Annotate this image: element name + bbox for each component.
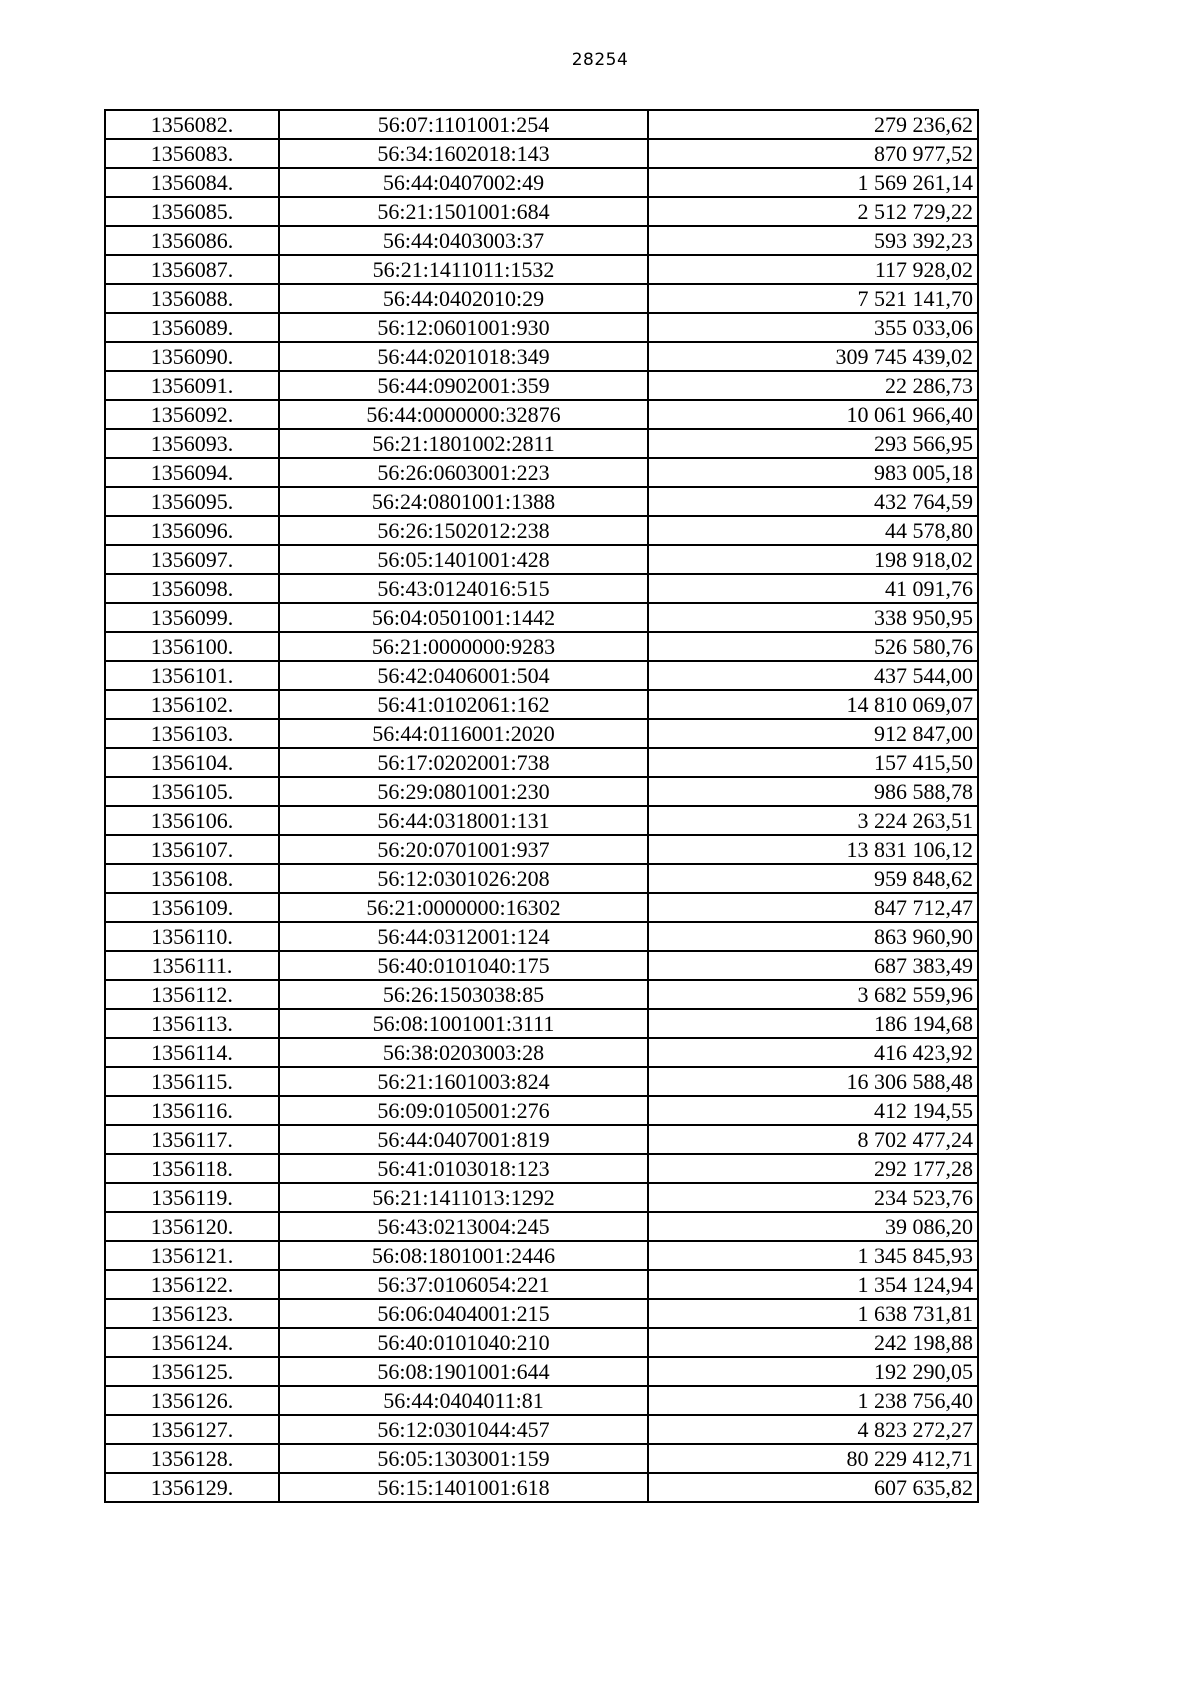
- table-row: [105, 342, 978, 371]
- row-number-cell: 1356112.: [105, 980, 279, 1009]
- cadastral-number-cell: 56:44:0404011:81: [279, 1386, 648, 1415]
- cadastral-number-cell: 56:17:0202001:738: [279, 748, 648, 777]
- cadastral-number-cell: 56:44:0318001:131: [279, 806, 648, 835]
- row-number-cell: 1356083.: [105, 139, 279, 168]
- cadastral-value-cell: 1 354 124,94: [648, 1270, 978, 1299]
- cadastral-number-cell: 56:07:1101001:254: [279, 110, 648, 139]
- cadastral-number-cell: 56:43:0124016:515: [279, 574, 648, 603]
- cadastral-value-cell: 3 682 559,96: [648, 980, 978, 1009]
- row-number-cell: 1356109.: [105, 893, 279, 922]
- cadastral-number-cell: 56:26:1502012:238: [279, 516, 648, 545]
- row-number-cell: 1356116.: [105, 1096, 279, 1125]
- cadastral-value-cell: 986 588,78: [648, 777, 978, 806]
- cadastral-number-cell: 56:42:0406001:504: [279, 661, 648, 690]
- row-number-cell: 1356095.: [105, 487, 279, 516]
- table-row: [105, 1241, 978, 1270]
- cadastral-number-cell: 56:04:0501001:1442: [279, 603, 648, 632]
- cadastral-value-cell: 912 847,00: [648, 719, 978, 748]
- table-row: [105, 226, 978, 255]
- row-number-cell: 1356091.: [105, 371, 279, 400]
- cadastral-number-cell: 56:37:0106054:221: [279, 1270, 648, 1299]
- cadastral-number-cell: 56:44:0403003:37: [279, 226, 648, 255]
- table-row: [105, 1270, 978, 1299]
- cadastral-value-cell: 437 544,00: [648, 661, 978, 690]
- table-row: [105, 1444, 978, 1473]
- cadastral-value-cell: 355 033,06: [648, 313, 978, 342]
- row-number-cell: 1356125.: [105, 1357, 279, 1386]
- cadastral-value-cell: 526 580,76: [648, 632, 978, 661]
- cadastral-number-cell: 56:21:1411013:1292: [279, 1183, 648, 1212]
- table-row: [105, 835, 978, 864]
- cadastral-number-cell: 56:34:1602018:143: [279, 139, 648, 168]
- row-number-cell: 1356086.: [105, 226, 279, 255]
- row-number-cell: 1356129.: [105, 1473, 279, 1502]
- row-number-cell: 1356094.: [105, 458, 279, 487]
- row-number-cell: 1356128.: [105, 1444, 279, 1473]
- table-row: [105, 922, 978, 951]
- table-row: [105, 110, 978, 139]
- row-number-cell: 1356090.: [105, 342, 279, 371]
- table-row: [105, 661, 978, 690]
- table-row: [105, 429, 978, 458]
- cadastral-value-cell: 983 005,18: [648, 458, 978, 487]
- cadastral-number-cell: 56:08:1801001:2446: [279, 1241, 648, 1270]
- cadastral-number-cell: 56:20:0701001:937: [279, 835, 648, 864]
- row-number-cell: 1356100.: [105, 632, 279, 661]
- row-number-cell: 1356123.: [105, 1299, 279, 1328]
- row-number-cell: 1356097.: [105, 545, 279, 574]
- cadastral-number-cell: 56:44:0201018:349: [279, 342, 648, 371]
- cadastral-value-cell: 687 383,49: [648, 951, 978, 980]
- table-row: [105, 632, 978, 661]
- table-row: [105, 168, 978, 197]
- cadastral-number-cell: 56:24:0801001:1388: [279, 487, 648, 516]
- cadastral-number-cell: 56:12:0301044:457: [279, 1415, 648, 1444]
- cadastral-number-cell: 56:21:1501001:684: [279, 197, 648, 226]
- table-row: [105, 1212, 978, 1241]
- row-number-cell: 1356098.: [105, 574, 279, 603]
- row-number-cell: 1356107.: [105, 835, 279, 864]
- row-number-cell: 1356084.: [105, 168, 279, 197]
- cadastral-value-cell: 4 823 272,27: [648, 1415, 978, 1444]
- table-row: [105, 197, 978, 226]
- table-row: [105, 603, 978, 632]
- cadastral-number-cell: 56:44:0402010:29: [279, 284, 648, 313]
- cadastral-value-cell: 870 977,52: [648, 139, 978, 168]
- cadastral-value-cell: 416 423,92: [648, 1038, 978, 1067]
- table-row: [105, 1299, 978, 1328]
- cadastral-value-cell: 157 415,50: [648, 748, 978, 777]
- cadastral-number-cell: 56:41:0102061:162: [279, 690, 648, 719]
- cadastral-number-cell: 56:44:0407002:49: [279, 168, 648, 197]
- cadastral-value-cell: 847 712,47: [648, 893, 978, 922]
- cadastral-number-cell: 56:29:0801001:230: [279, 777, 648, 806]
- cadastral-value-cell: 1 569 261,14: [648, 168, 978, 197]
- cadastral-number-cell: 56:41:0103018:123: [279, 1154, 648, 1183]
- row-number-cell: 1356115.: [105, 1067, 279, 1096]
- cadastral-number-cell: 56:12:0301026:208: [279, 864, 648, 893]
- cadastral-value-cell: 309 745 439,02: [648, 342, 978, 371]
- cadastral-value-cell: 292 177,28: [648, 1154, 978, 1183]
- cadastral-number-cell: 56:26:0603001:223: [279, 458, 648, 487]
- cadastral-number-cell: 56:44:0312001:124: [279, 922, 648, 951]
- table-row: [105, 690, 978, 719]
- row-number-cell: 1356124.: [105, 1328, 279, 1357]
- cadastral-number-cell: 56:09:0105001:276: [279, 1096, 648, 1125]
- cadastral-value-cell: 14 810 069,07: [648, 690, 978, 719]
- cadastral-value-cell: 13 831 106,12: [648, 835, 978, 864]
- table-row: [105, 777, 978, 806]
- row-number-cell: 1356119.: [105, 1183, 279, 1212]
- table-row: [105, 313, 978, 342]
- row-number-cell: 1356111.: [105, 951, 279, 980]
- row-number-cell: 1356120.: [105, 1212, 279, 1241]
- table-row: [105, 719, 978, 748]
- table-row: [105, 1183, 978, 1212]
- cadastral-value-cell: 1 345 845,93: [648, 1241, 978, 1270]
- row-number-cell: 1356126.: [105, 1386, 279, 1415]
- row-number-cell: 1356114.: [105, 1038, 279, 1067]
- row-number-cell: 1356082.: [105, 110, 279, 139]
- cadastral-value-cell: 1 638 731,81: [648, 1299, 978, 1328]
- cadastral-value-cell: 593 392,23: [648, 226, 978, 255]
- table-row: [105, 1473, 978, 1502]
- cadastral-value-cell: 39 086,20: [648, 1212, 978, 1241]
- cadastral-value-cell: 3 224 263,51: [648, 806, 978, 835]
- row-number-cell: 1356102.: [105, 690, 279, 719]
- cadastral-value-cell: 16 306 588,48: [648, 1067, 978, 1096]
- row-number-cell: 1356105.: [105, 777, 279, 806]
- cadastral-value-cell: 22 286,73: [648, 371, 978, 400]
- row-number-cell: 1356085.: [105, 197, 279, 226]
- cadastral-value-cell: 80 229 412,71: [648, 1444, 978, 1473]
- cadastral-value-cell: 293 566,95: [648, 429, 978, 458]
- cadastral-number-cell: 56:21:1601003:824: [279, 1067, 648, 1096]
- cadastral-number-cell: 56:15:1401001:618: [279, 1473, 648, 1502]
- row-number-cell: 1356103.: [105, 719, 279, 748]
- cadastral-value-cell: 44 578,80: [648, 516, 978, 545]
- table-row: [105, 893, 978, 922]
- cadastral-number-cell: 56:05:1303001:159: [279, 1444, 648, 1473]
- cadastral-number-cell: 56:08:1001001:3111: [279, 1009, 648, 1038]
- cadastral-value-cell: 959 848,62: [648, 864, 978, 893]
- row-number-cell: 1356101.: [105, 661, 279, 690]
- row-number-cell: 1356087.: [105, 255, 279, 284]
- page-number: 28254: [571, 50, 629, 70]
- cadastral-number-cell: 56:06:0404001:215: [279, 1299, 648, 1328]
- cadastral-number-cell: 56:05:1401001:428: [279, 545, 648, 574]
- row-number-cell: 1356088.: [105, 284, 279, 313]
- cadastral-value-cell: 198 918,02: [648, 545, 978, 574]
- row-number-cell: 1356104.: [105, 748, 279, 777]
- cadastral-value-cell: 41 091,76: [648, 574, 978, 603]
- row-number-cell: 1356106.: [105, 806, 279, 835]
- table-row: [105, 516, 978, 545]
- table-row: [105, 980, 978, 1009]
- cadastral-value-cell: 432 764,59: [648, 487, 978, 516]
- row-number-cell: 1356089.: [105, 313, 279, 342]
- row-number-cell: 1356122.: [105, 1270, 279, 1299]
- cadastral-value-cell: 8 702 477,24: [648, 1125, 978, 1154]
- row-number-cell: 1356093.: [105, 429, 279, 458]
- table-row: [105, 1096, 978, 1125]
- row-number-cell: 1356113.: [105, 1009, 279, 1038]
- cadastral-number-cell: 56:12:0601001:930: [279, 313, 648, 342]
- row-number-cell: 1356117.: [105, 1125, 279, 1154]
- table-row: [105, 748, 978, 777]
- cadastral-value-cell: 1 238 756,40: [648, 1386, 978, 1415]
- cadastral-value-cell: 234 523,76: [648, 1183, 978, 1212]
- cadastral-number-cell: 56:44:0116001:2020: [279, 719, 648, 748]
- cadastral-value-table: [104, 109, 979, 1503]
- table-row: [105, 574, 978, 603]
- table-row: [105, 371, 978, 400]
- table-row: [105, 806, 978, 835]
- row-number-cell: 1356096.: [105, 516, 279, 545]
- cadastral-number-cell: 56:44:0902001:359: [279, 371, 648, 400]
- cadastral-value-cell: 242 198,88: [648, 1328, 978, 1357]
- cadastral-number-cell: 56:21:1411011:1532: [279, 255, 648, 284]
- row-number-cell: 1356110.: [105, 922, 279, 951]
- cadastral-number-cell: 56:21:0000000:9283: [279, 632, 648, 661]
- cadastral-value-cell: 279 236,62: [648, 110, 978, 139]
- table-row: [105, 1386, 978, 1415]
- table-row: [105, 458, 978, 487]
- row-number-cell: 1356121.: [105, 1241, 279, 1270]
- cadastral-value-cell: 2 512 729,22: [648, 197, 978, 226]
- cadastral-number-cell: 56:21:0000000:16302: [279, 893, 648, 922]
- cadastral-value-cell: 412 194,55: [648, 1096, 978, 1125]
- table-row: [105, 487, 978, 516]
- cadastral-value-cell: 863 960,90: [648, 922, 978, 951]
- table-row: [105, 1125, 978, 1154]
- cadastral-number-cell: 56:44:0000000:32876: [279, 400, 648, 429]
- cadastral-number-cell: 56:08:1901001:644: [279, 1357, 648, 1386]
- cadastral-number-cell: 56:38:0203003:28: [279, 1038, 648, 1067]
- cadastral-value-cell: 10 061 966,40: [648, 400, 978, 429]
- cadastral-value-cell: 607 635,82: [648, 1473, 978, 1502]
- table-row: [105, 1154, 978, 1183]
- cadastral-number-cell: 56:40:0101040:210: [279, 1328, 648, 1357]
- table-row: [105, 1038, 978, 1067]
- cadastral-value-cell: 186 194,68: [648, 1009, 978, 1038]
- row-number-cell: 1356118.: [105, 1154, 279, 1183]
- row-number-cell: 1356099.: [105, 603, 279, 632]
- cadastral-number-cell: 56:43:0213004:245: [279, 1212, 648, 1241]
- table-row: [105, 1067, 978, 1096]
- table-row: [105, 255, 978, 284]
- table-row: [105, 139, 978, 168]
- cadastral-number-cell: 56:44:0407001:819: [279, 1125, 648, 1154]
- cadastral-number-cell: 56:40:0101040:175: [279, 951, 648, 980]
- table-row: [105, 951, 978, 980]
- table-row: [105, 1357, 978, 1386]
- row-number-cell: 1356127.: [105, 1415, 279, 1444]
- table-row: [105, 545, 978, 574]
- table-row: [105, 284, 978, 313]
- table-body: [105, 110, 978, 1502]
- cadastral-value-cell: 192 290,05: [648, 1357, 978, 1386]
- row-number-cell: 1356108.: [105, 864, 279, 893]
- table-row: [105, 1328, 978, 1357]
- cadastral-value-cell: 338 950,95: [648, 603, 978, 632]
- cadastral-value-cell: 7 521 141,70: [648, 284, 978, 313]
- table-row: [105, 1415, 978, 1444]
- cadastral-value-cell: 117 928,02: [648, 255, 978, 284]
- cadastral-number-cell: 56:21:1801002:2811: [279, 429, 648, 458]
- row-number-cell: 1356092.: [105, 400, 279, 429]
- table-row: [105, 1009, 978, 1038]
- table-row: [105, 400, 978, 429]
- cadastral-number-cell: 56:26:1503038:85: [279, 980, 648, 1009]
- table-row: [105, 864, 978, 893]
